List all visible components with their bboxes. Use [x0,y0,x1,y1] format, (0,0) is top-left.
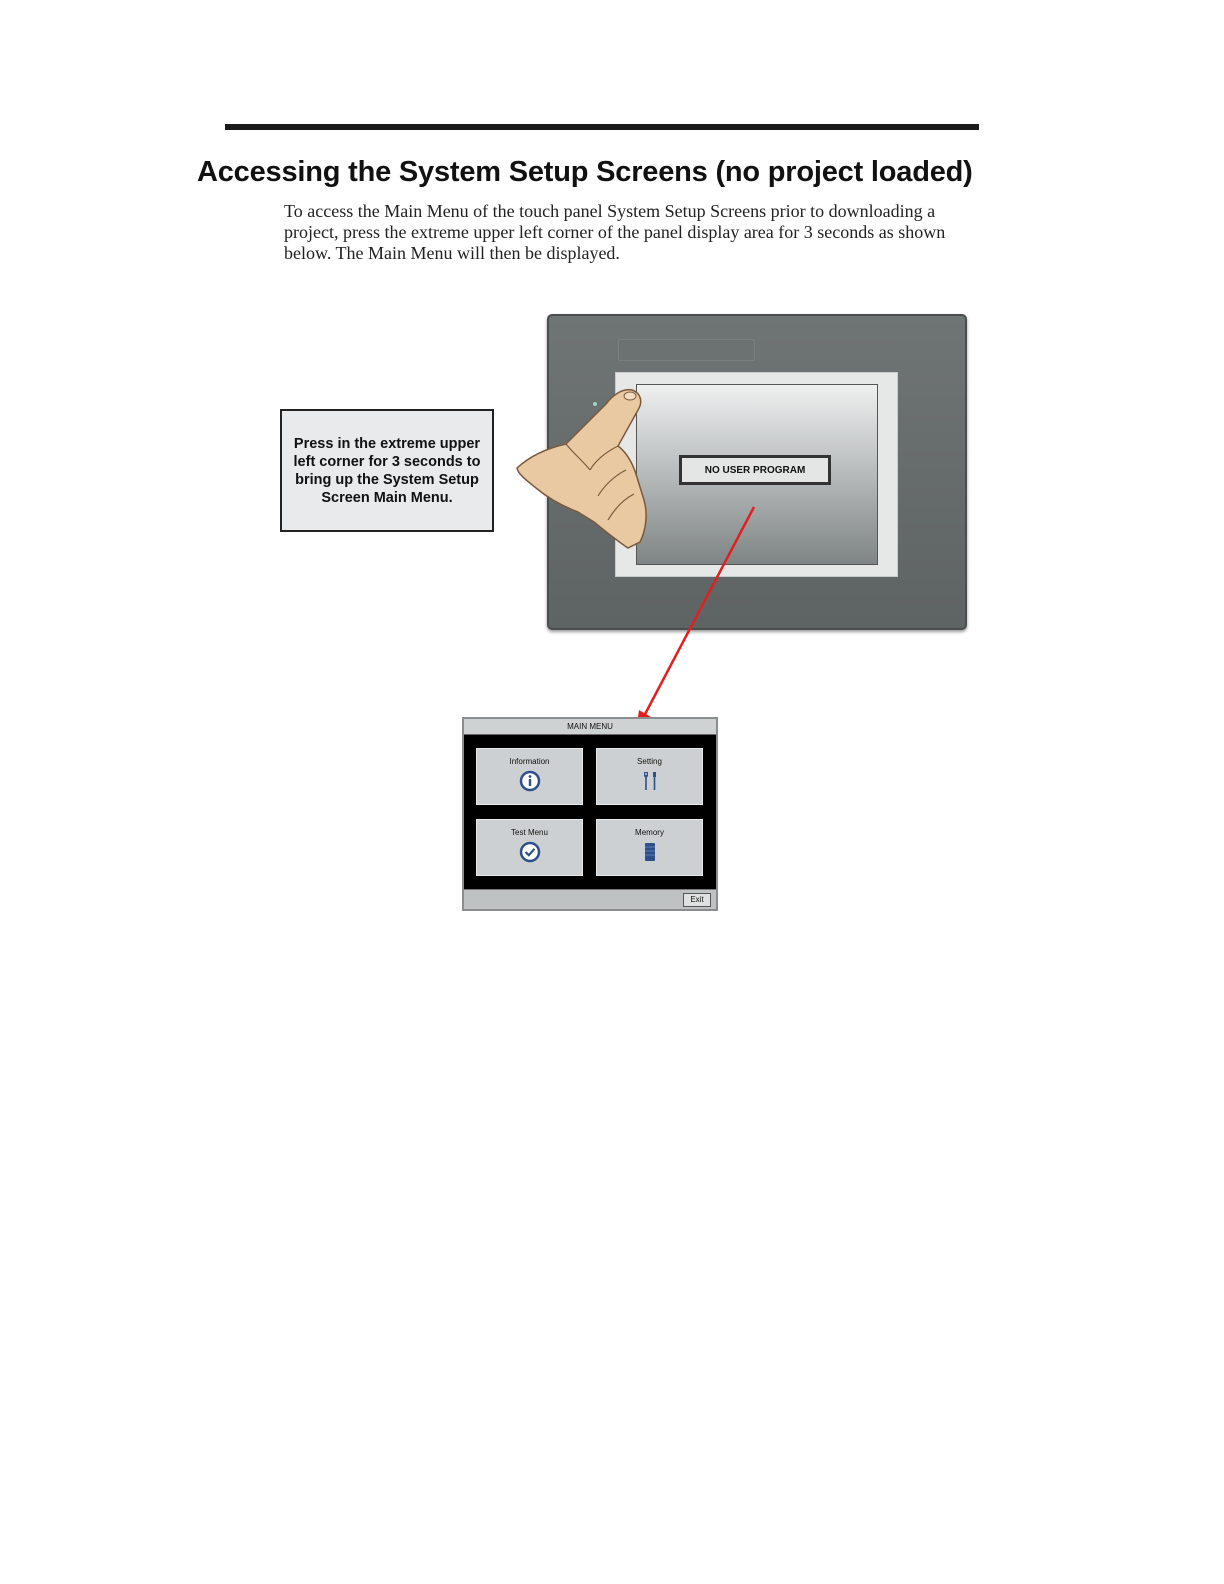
tile-label: Information [509,757,550,766]
menu-tile-test-menu[interactable] [476,819,583,876]
tile-label: Memory [635,828,664,837]
page-heading: Accessing the System Setup Screens (no project loaded) [197,156,973,188]
check-icon [519,841,541,863]
main-menu-screen [462,717,718,911]
menu-tile-setting[interactable] [596,748,703,805]
info-icon [519,770,541,792]
pointer-arrow [636,507,754,730]
menu-tile-memory[interactable] [596,819,703,876]
tile-label: Setting [637,757,662,766]
no-user-program-box: NO USER PROGRAM [679,455,831,485]
menu-tile-information[interactable] [476,748,583,805]
main-menu-title: MAIN MENU [464,719,716,735]
memory-icon [639,841,661,863]
instruction-callout: Press in the extreme upper left corner for 3 seconds to bring up the System Setup Screen Main Menu. [280,409,494,532]
hand-icon [517,390,646,548]
exit-button[interactable]: Exit [683,893,711,907]
intro-paragraph: To access the Main Menu of the touch panel System Setup Screens prior to downloading a project, press the extreme upper left corner of the panel display area for 3 seconds as shown below. The Main Menu will then be displayed. [284,201,946,263]
tools-icon [639,770,661,792]
tile-label: Test Menu [511,828,548,837]
main-menu-footer [464,889,716,909]
